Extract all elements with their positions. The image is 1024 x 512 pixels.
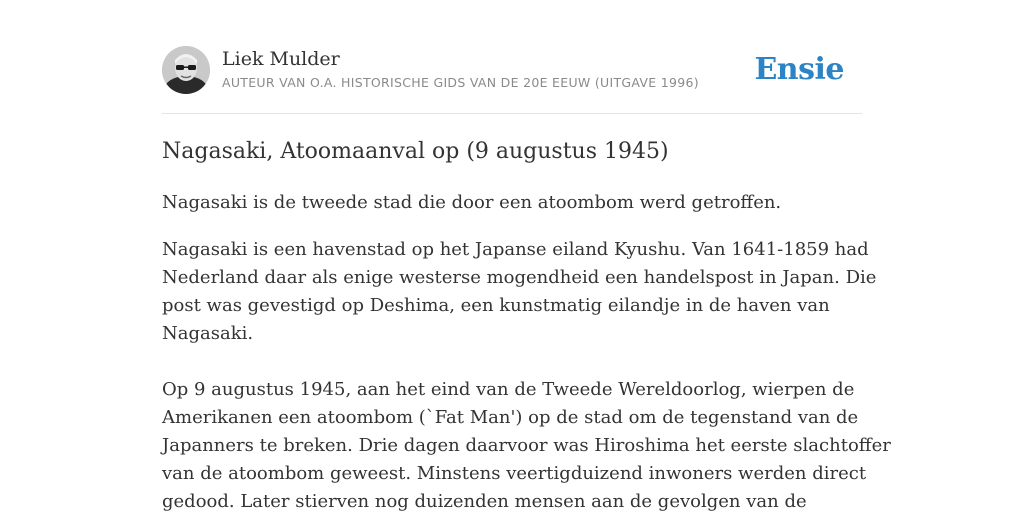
- author-avatar[interactable]: [162, 46, 210, 94]
- article-intro: Nagasaki is de tweede stad die door een atoombom werd getroffen.: [162, 192, 782, 213]
- author-name[interactable]: Liek Mulder: [222, 48, 340, 70]
- paragraph-line: gedood. Later stierven nog duizenden mensen aan de gevolgen van de: [162, 491, 807, 512]
- paragraph-line: Amerikanen een atoombom (`Fat Man') op de stad om de tegenstand van de: [162, 407, 859, 428]
- header-divider: [162, 113, 862, 114]
- ensie-logo[interactable]: Ensie: [754, 52, 844, 87]
- paragraph-line: post was gevestigd op Deshima, een kunstmatig eilandje in de haven van: [162, 295, 830, 316]
- paragraph-line: Nederland daar als enige westerse mogendheid een handelspost in Japan. Die: [162, 267, 877, 288]
- author-header: [162, 46, 862, 96]
- article-body: [162, 189, 891, 512]
- paragraph-line: Op 9 augustus 1945, aan het eind van de Tweede Wereldoorlog, wierpen de: [162, 379, 855, 400]
- article-paragraph-2: [162, 376, 891, 512]
- paragraph-line: van de atoombom geweest. Minstens veertigduizend inwoners werden direct: [162, 463, 867, 484]
- paragraph-line: Nagasaki.: [162, 323, 254, 344]
- author-description: AUTEUR VAN O.A. HISTORISCHE GIDS VAN DE 20E EEUW (UITGAVE 1996): [222, 75, 699, 90]
- paragraph-line: Nagasaki is een havenstad op het Japanse eiland Kyushu. Van 1641-1859 had: [162, 239, 869, 260]
- article-title: Nagasaki, Atoomaanval op (9 augustus 1945): [162, 139, 669, 164]
- person-portrait-icon: [162, 46, 210, 94]
- article-paragraph-1: [162, 236, 877, 348]
- paragraph-line: Japanners te breken. Drie dagen daarvoor was Hiroshima het eerste slachtoffer: [162, 435, 891, 456]
